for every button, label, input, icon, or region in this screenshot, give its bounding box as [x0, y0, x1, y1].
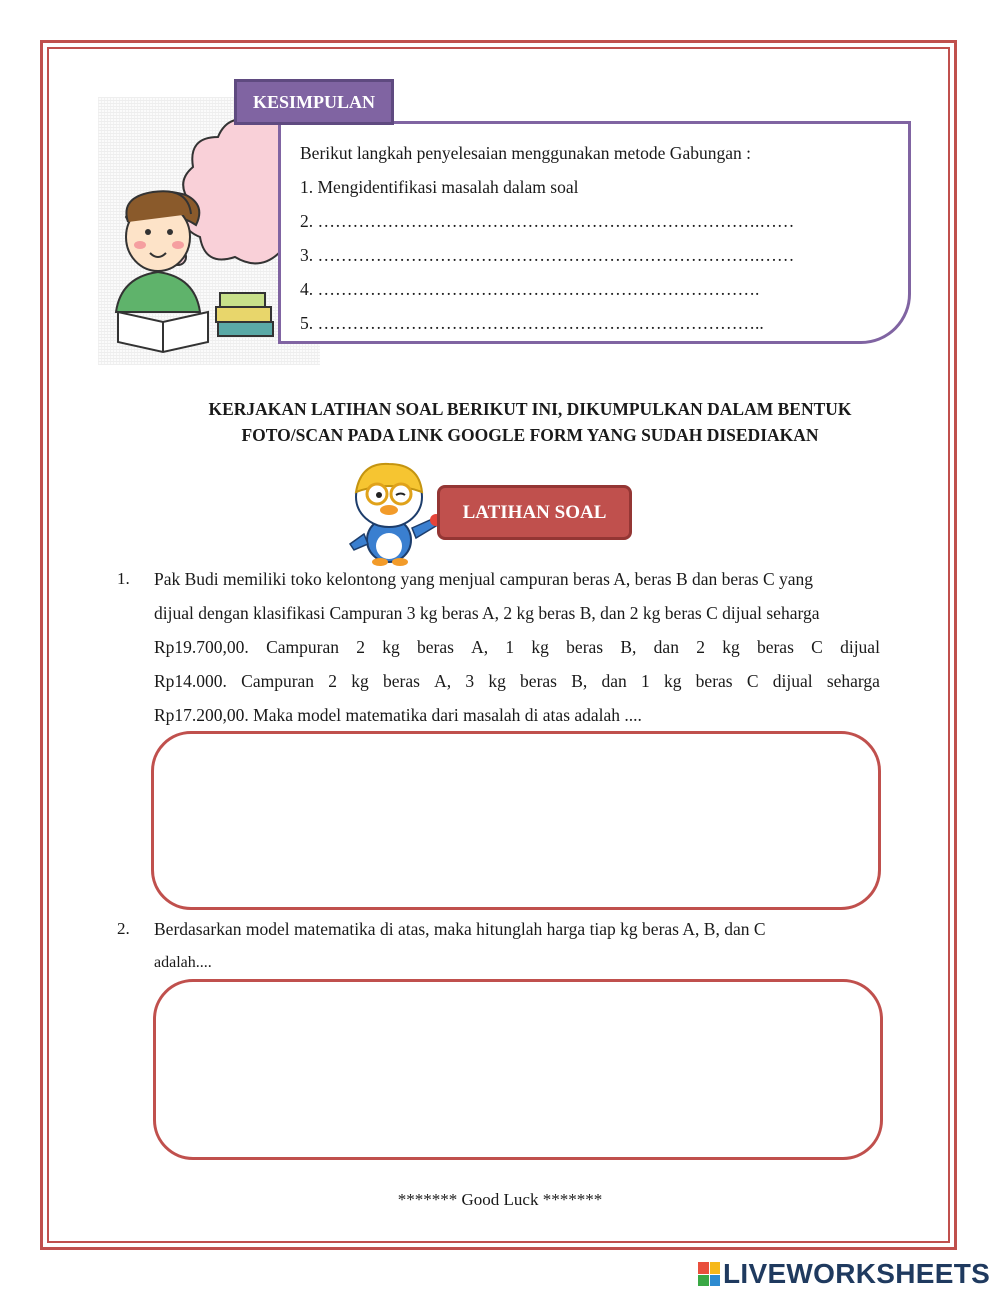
- question-1-line-5: Rp17.200,00. Maka model matematika dari masalah di atas adalah ....: [154, 705, 642, 725]
- word: beras: [520, 671, 557, 691]
- word: dijual: [840, 637, 880, 657]
- question-2-line-1: Berdasarkan model matematika di atas, maka hitunglah harga tiap kg beras A, B, dan C: [154, 919, 766, 939]
- word: kg: [488, 671, 506, 691]
- word: kg: [531, 637, 549, 657]
- question-1-line-4: [154, 671, 880, 692]
- question-1-number: 1.: [117, 569, 130, 588]
- word: Rp19.700,00.: [154, 637, 249, 657]
- kesimpulan-intro: Berikut langkah penyelesaian menggunakan metode Gabungan :: [300, 143, 751, 163]
- kesimpulan-step-2: 2. ………………………………………………………………….……: [300, 211, 795, 231]
- word: beras: [695, 671, 733, 691]
- word: B,: [571, 671, 588, 691]
- instruction-heading: [160, 396, 900, 448]
- word: kg: [663, 671, 682, 691]
- penguin-mascot-icon: [344, 462, 444, 572]
- good-luck-footer: ******* Good Luck *******: [397, 1190, 603, 1209]
- word: A,: [471, 637, 489, 657]
- word: 2: [328, 671, 338, 691]
- word: dan: [601, 671, 627, 691]
- word: 2: [356, 637, 365, 657]
- word: 2: [696, 637, 705, 657]
- question-1-line-2: dijual dengan klasifikasi Campuran 3 kg beras A, 2 kg beras B, dan 2 kg beras C dijual seharga: [154, 603, 820, 623]
- kesimpulan-title: KESIMPULAN: [234, 79, 394, 125]
- word: Campuran: [241, 671, 315, 691]
- question-2-number: 2.: [117, 919, 130, 938]
- word: Campuran: [266, 637, 339, 657]
- question-2-line-2: adalah....: [154, 954, 212, 971]
- word: B,: [620, 637, 637, 657]
- kesimpulan-step-4: 4. ………………………………………………………………….: [300, 279, 760, 299]
- word: 1: [505, 637, 515, 657]
- kesimpulan-step-5: 5. …………………………………………………………………..: [300, 313, 764, 333]
- question-1-line-1: Pak Budi memiliki toko kelontong yang menjual campuran beras A, beras B dan beras C yang: [154, 569, 814, 589]
- latihan-soal-title: LATIHAN SOAL: [437, 485, 632, 540]
- word: beras: [382, 671, 420, 691]
- word: dijual: [772, 671, 813, 691]
- liveworksheets-brand: [698, 1258, 990, 1290]
- kesimpulan-step-3: 3. ………………………………………………………………….……: [300, 245, 795, 265]
- word: kg: [722, 637, 740, 657]
- word: C: [811, 637, 823, 657]
- liveworksheets-logo-icon: [698, 1262, 720, 1286]
- word: Rp14.000.: [154, 671, 227, 691]
- answer-box-2[interactable]: [153, 979, 883, 1160]
- word: beras: [566, 637, 604, 657]
- question-1-line-3: [154, 637, 880, 658]
- word: dan: [653, 637, 679, 657]
- instruction-line-2: FOTO/SCAN PADA LINK GOOGLE FORM YANG SUDAH DISEDIAKAN: [241, 425, 819, 445]
- kesimpulan-step-1: 1. Mengidentifikasi masalah dalam soal: [300, 177, 579, 197]
- word: C: [746, 671, 759, 691]
- word: seharga: [826, 671, 880, 691]
- word: beras: [756, 637, 794, 657]
- word: 1: [640, 671, 650, 691]
- liveworksheets-wordmark: LIVEWORKSHEETS: [723, 1258, 991, 1289]
- word: 3: [465, 671, 475, 691]
- answer-box-1[interactable]: [151, 731, 881, 910]
- word: A,: [434, 671, 452, 691]
- word: kg: [351, 671, 369, 691]
- word: beras: [416, 637, 454, 657]
- word: kg: [382, 637, 400, 657]
- instruction-line-1: KERJAKAN LATIHAN SOAL BERIKUT INI, DIKUMPULKAN DALAM BENTUK: [208, 399, 852, 419]
